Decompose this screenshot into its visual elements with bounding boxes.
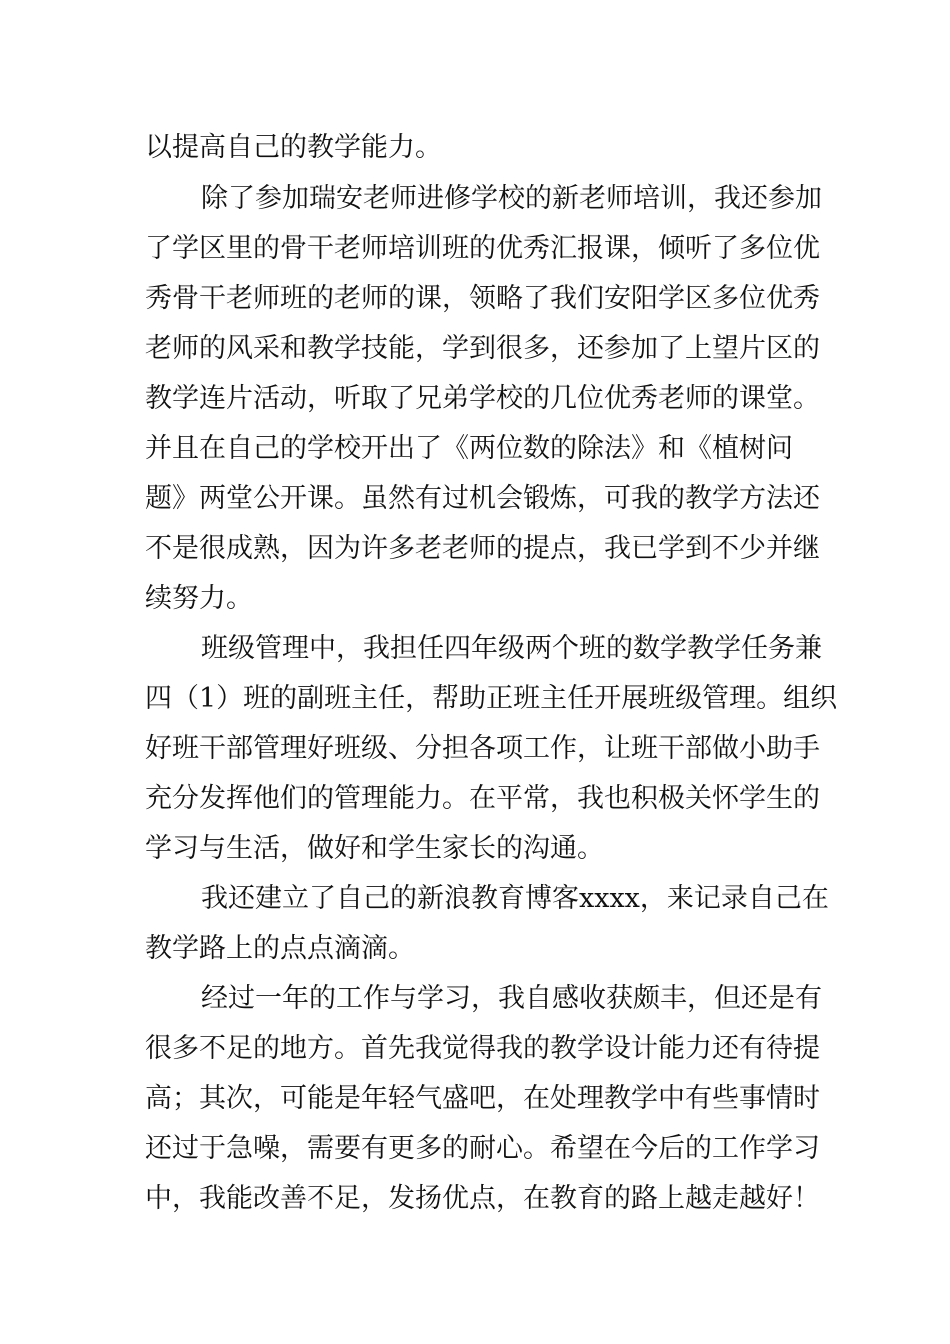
- text-line: 并且在自己的学校开出了《两位数的除法》和《植树问: [145, 433, 793, 464]
- text-line: 中，我能改善不足，发扬优点，在教育的路上越走越好！: [145, 1183, 820, 1214]
- text-line: 四（1）班的副班主任，帮助正班主任开展班级管理。组织: [145, 683, 838, 714]
- text-line: 学习与生活，做好和学生家长的沟通。: [145, 833, 604, 864]
- text-line: 以提高自己的教学能力。: [145, 132, 442, 163]
- text-line: 老师的风采和教学技能，学到很多，还参加了上望片区的: [145, 333, 820, 364]
- text-line: 秀骨干老师班的老师的课，领略了我们安阳学区多位优秀: [145, 283, 820, 314]
- text-line: 题》两堂公开课。虽然有过机会锻炼，可我的教学方法还: [145, 483, 820, 514]
- text-line: 高；其次，可能是年轻气盛吧，在处理教学中有些事情时: [145, 1083, 820, 1114]
- paragraph-first-line: 除了参加瑞安老师进修学校的新老师培训，我还参加: [201, 183, 822, 214]
- paragraph-first-line: 我还建立了自己的新浪教育博客xxxx，来记录自己在: [201, 883, 829, 914]
- text-line: 教学路上的点点滴滴。: [145, 933, 415, 964]
- text-line: 还过于急噪，需要有更多的耐心。希望在今后的工作学习: [145, 1133, 820, 1164]
- text-line: 很多不足的地方。首先我觉得我的教学设计能力还有待提: [145, 1033, 820, 1064]
- paragraph-first-line: 班级管理中，我担任四年级两个班的数学教学任务兼: [201, 633, 822, 664]
- text-line: 好班干部管理好班级、分担各项工作，让班干部做小助手: [145, 733, 820, 764]
- text-line: 了学区里的骨干老师培训班的优秀汇报课，倾听了多位优: [145, 233, 820, 264]
- paragraph-first-line: 经过一年的工作与学习，我自感收获颇丰，但还是有: [201, 983, 822, 1014]
- text-line: 不是很成熟，因为许多老老师的提点，我已学到不少并继: [145, 533, 820, 564]
- text-line: 充分发挥他们的管理能力。在平常，我也积极关怀学生的: [145, 783, 820, 814]
- text-line: 教学连片活动，听取了兄弟学校的几位优秀老师的课堂。: [145, 383, 820, 414]
- text-line: 续努力。: [145, 583, 253, 614]
